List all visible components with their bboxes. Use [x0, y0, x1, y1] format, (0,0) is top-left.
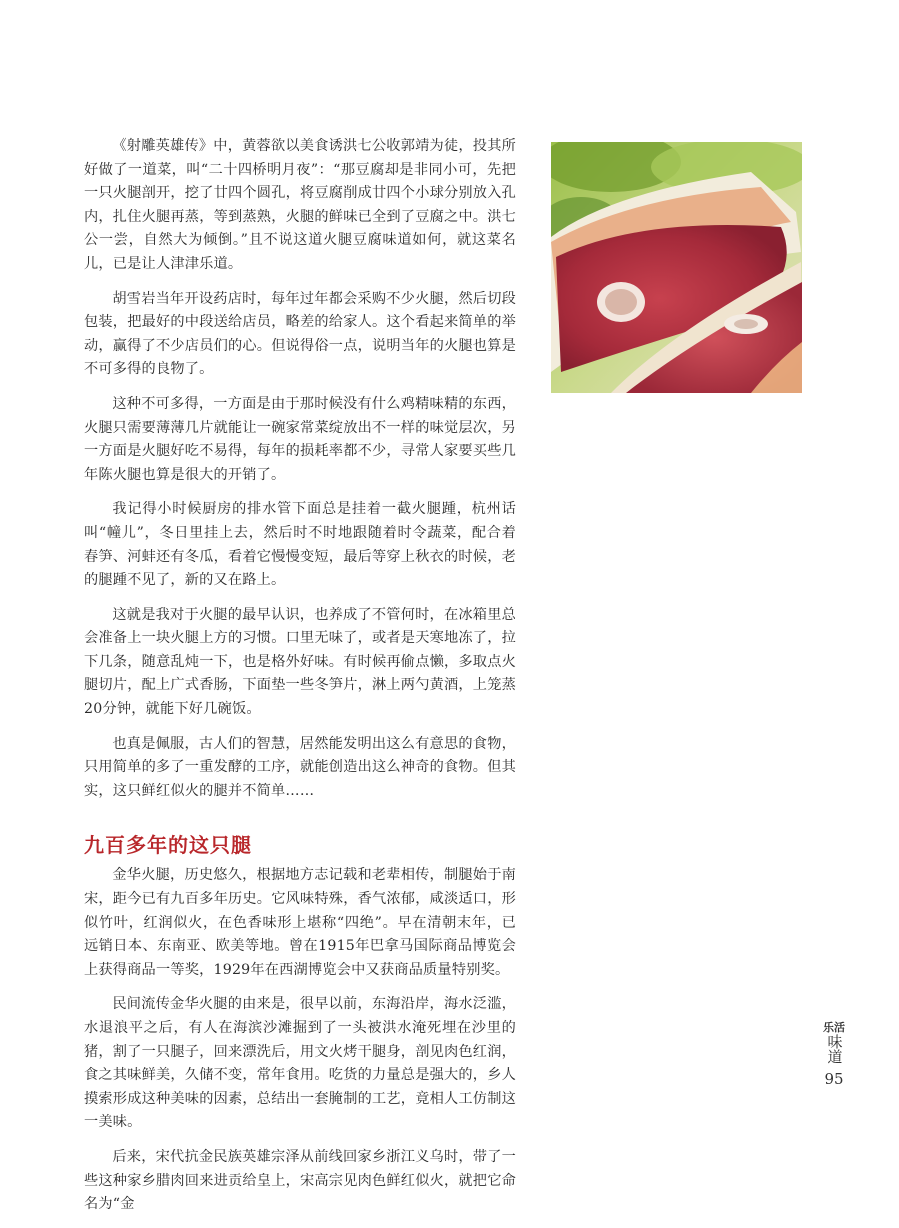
paragraph: 这就是我对于火腿的最早认识，也养成了不管何时，在冰箱里总会准备上一块火腿上方的习惯。口里无味了，或者是天寒地冻了，拉下几条，随意乱炖一下，也是格外好味。有时候再偷点懒，多取点火腿切片，配上广式香肠，下面垫一些冬笋片，淋上两勺黄酒，上笼蒸20分钟，就能下好几碗饭。: [84, 606, 516, 718]
article-body: [84, 135, 516, 1228]
section-heading: 九百多年的这只腿: [84, 833, 252, 858]
paragraph: 后来，宋代抗金民族英雄宗泽从前线回家乡浙江义乌时，带了一些这种家乡腊肉回来进贡给皇上，宋高宗见肉色鲜红似火，就把它命名为“金: [84, 1148, 516, 1213]
paragraph: 民间流传金华火腿的由来是，很早以前，东海沿岸，海水泛滥，水退浪平之后，有人在海滨沙滩掘到了一头被洪水淹死埋在沙里的猪，割了一只腿子，回来漂洗后，用文火烤干腿身，剖见肉色红润，食之其味鲜美，久储不变，常年食用。吃货的力量总是强大的，乡人摸索形成这种美味的因素，总结出一套腌制的工艺，竟相人工仿制这一美味。: [84, 996, 516, 1131]
paragraph: 也真是佩服，古人们的智慧，居然能发明出这么有意思的食物，只用简单的多了一重发酵的工序，就能创造出这么神奇的食物。但其实，这只鲜红似火的腿并不简单……: [84, 735, 516, 799]
ham-slices-image: [551, 142, 802, 393]
page-number: 95: [824, 1070, 844, 1088]
paragraph: 《射雕英雄传》中，黄蓉欲以美食诱洪七公收郭靖为徒，投其所好做了一道菜，叫“二十四桥明月夜”：“那豆腐却是非同小可，先把一只火腿剖开，挖了廿四个圆孔，将豆腐削成廿四个小球分别放入孔内，扎住火腿再蒸，等到蒸熟，火腿的鲜味已全到了豆腐之中。洪七公一尝，自然大为倾倒。”且不说这道火腿豆腐味道如何，就这菜名儿，已是让人津津乐道。: [84, 138, 516, 272]
paragraph: 我记得小时候厨房的排水管下面总是挂着一截火腿踵，杭州话叫“幢儿”，冬日里挂上去，然后时不时地跟随着时令蔬菜，配合着春笋、河蚌还有冬瓜，看着它慢慢变短，最后等穿上秋衣的时候，老的腿踵不见了，新的又在路上。: [84, 501, 516, 589]
paragraph: 金华火腿，历史悠久，根据地方志记载和老辈相传，制腿始于南宋，距今已有九百多年历史。它风味特殊，香气浓郁，咸淡适口，形似竹叶，红润似火，在色香味形上堪称“四绝”。早在清朝末年，已远销日本、东南亚、欧美等地。曾在1915年巴拿马国际商品博览会上获得商品一等奖，1929年在西湖博览会中又获商品质量特别奖。: [84, 867, 516, 978]
paragraph: 胡雪岩当年开设药店时，每年过年都会采购不少火腿，然后切段包装，把最好的中段送给店员，略差的给家人。这个看起来简单的举动，赢得了不少店员们的心。但说得俗一点，说明当年的火腿也算是不可多得的良物了。: [84, 290, 516, 378]
magazine-brand: 乐活: [823, 1021, 845, 1034]
page-footer: [819, 1022, 849, 1088]
ham-photo: [551, 142, 802, 393]
paragraph: 这种不可多得，一方面是由于那时候没有什么鸡精味精的东西，火腿只需要薄薄几片就能让一碗家常菜绽放出不一样的味觉层次，另一方面是火腿好吃不易得，每年的损耗率都不少，寻常人家要买些几年陈火腿也算是很大的开销了。: [84, 395, 516, 483]
column-name: 味道: [825, 1034, 844, 1064]
